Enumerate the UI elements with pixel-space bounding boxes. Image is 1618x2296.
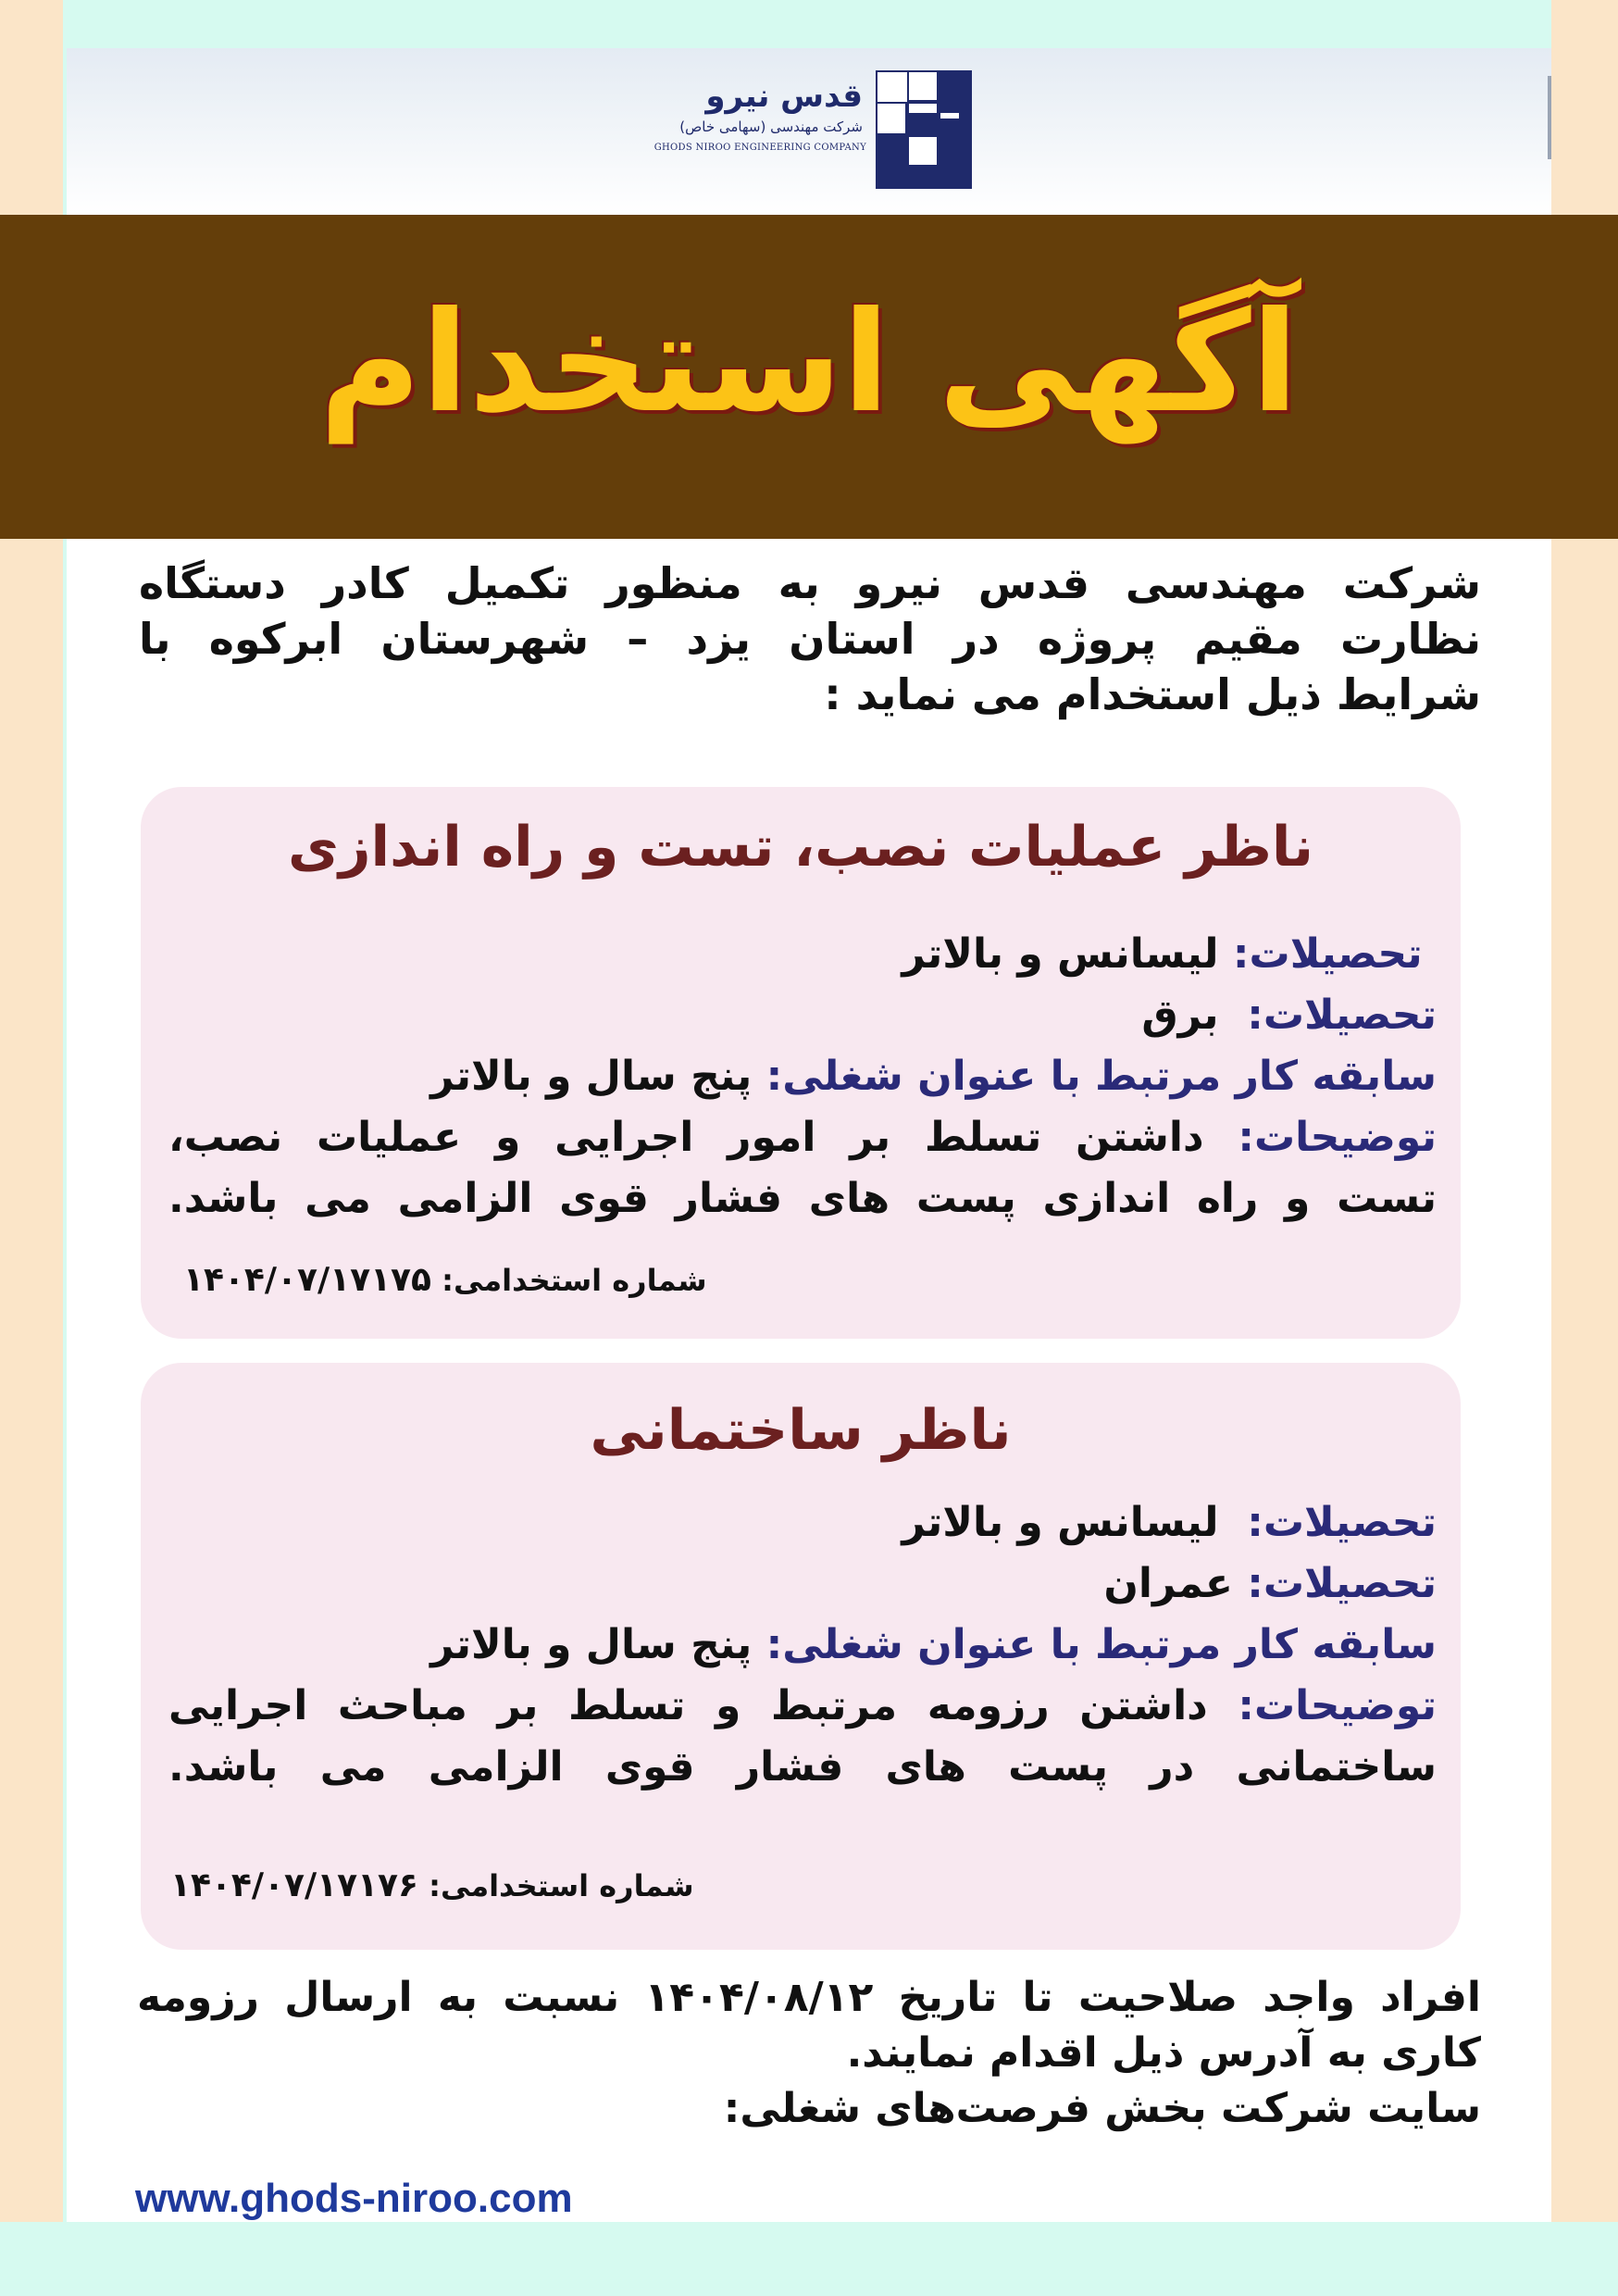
field-value: برق: [1141, 992, 1219, 1039]
employment-number: [170, 1866, 694, 1904]
website-link[interactable]: www.ghods-niroo.com: [135, 2176, 573, 2221]
instructions-line: کاری به آدرس ذیل اقدام نمایند.: [846, 2029, 1481, 2077]
experience-label: سابقه کار مرتبط با عنوان شغلی:: [765, 1621, 1437, 1668]
intro-text: [139, 555, 1481, 722]
experience-value: پنج سال و بالاتر: [430, 1053, 753, 1100]
description-line: ساختمانی در پست های فشار قوی الزامی می باشد.: [168, 1743, 1437, 1791]
education-row: [168, 924, 1437, 985]
description-text: داشتن رزومه مرتبط و تسلط بر مباحث اجرایی: [168, 1682, 1208, 1729]
header-edge: [1548, 76, 1551, 159]
instructions-line: افراد واجد صلاحیت تا تاریخ ۱۴۰۴/۰۸/۱۲ نسبت به ارسال رزومه: [137, 1974, 1481, 2021]
title-banner: [0, 215, 1618, 539]
intro-line: شرایط ذیل استخدام می نماید :: [824, 669, 1481, 719]
intro-line: نظارت مقیم پروژه در استان یزد – شهرستان ابرکوه با: [139, 614, 1481, 664]
position-title: ناظر ساختمانی: [590, 1398, 1012, 1463]
description-label: توضیحات:: [1238, 1682, 1437, 1729]
experience-row: [168, 1615, 1437, 1676]
banner-title: آگهی استخدام: [319, 282, 1299, 443]
logo-mark-icon: [876, 70, 972, 189]
employment-number-value: ۱۴۰۴/۰۷/۱۷۱۷۶: [170, 1866, 418, 1904]
education-value: لیسانس و بالاتر: [902, 930, 1219, 978]
intro-line: شرکت مهندسی قدس نیرو به منظور تکمیل کادر دستگاه: [139, 558, 1481, 608]
employment-number: [183, 1261, 707, 1299]
education-value: لیسانس و بالاتر: [902, 1499, 1219, 1546]
education-row: [168, 1492, 1437, 1554]
field-row: [168, 1554, 1437, 1615]
instructions-line: سایت شرکت بخش فرصت‌های شغلی:: [723, 2085, 1481, 2132]
field-row: [168, 985, 1437, 1046]
experience-value: پنج سال و بالاتر: [430, 1621, 753, 1668]
field-label: تحصیلات:: [1247, 1560, 1437, 1607]
description-line: [168, 1676, 1437, 1737]
employment-number-label: شماره استخدامی:: [442, 1263, 707, 1298]
position-details: [168, 1492, 1437, 1798]
employment-number-label: شماره استخدامی:: [429, 1868, 694, 1903]
company-logo: [611, 70, 972, 196]
education-label: تحصیلات:: [1232, 930, 1423, 978]
position-details: [168, 924, 1437, 1229]
application-instructions: [137, 1970, 1481, 2137]
description: [168, 1107, 1437, 1229]
education-label: تحصیلات:: [1247, 1499, 1437, 1546]
position-title: ناظر عملیات نصب، تست و راه اندازی: [288, 815, 1313, 880]
top-band: [67, 0, 1551, 48]
logo-name-fa: قدس نیرو: [705, 78, 863, 115]
header: [67, 48, 1551, 215]
field-value: عمران: [1103, 1560, 1233, 1607]
position-card-installation: [141, 787, 1461, 1339]
description-label: توضیحات:: [1238, 1114, 1437, 1161]
position-card-building: [141, 1363, 1461, 1950]
employment-number-value: ۱۴۰۴/۰۷/۱۷۱۷۵: [183, 1261, 431, 1299]
description-line: [168, 1107, 1437, 1168]
logo-subtitle-fa: شرکت مهندسی (سهامی خاص): [679, 119, 863, 135]
logo-name-en: GHODS NIROO ENGINEERING COMPANY: [653, 143, 866, 153]
field-label: تحصیلات:: [1247, 992, 1437, 1039]
description-text: داشتن تسلط بر امور اجرایی و عملیات نصب،: [168, 1114, 1204, 1161]
description-line: تست و راه اندازی پست های فشار قوی الزامی می باشد.: [168, 1175, 1437, 1222]
experience-label: سابقه کار مرتبط با عنوان شغلی:: [765, 1053, 1437, 1100]
description: [168, 1676, 1437, 1798]
experience-row: [168, 1046, 1437, 1107]
